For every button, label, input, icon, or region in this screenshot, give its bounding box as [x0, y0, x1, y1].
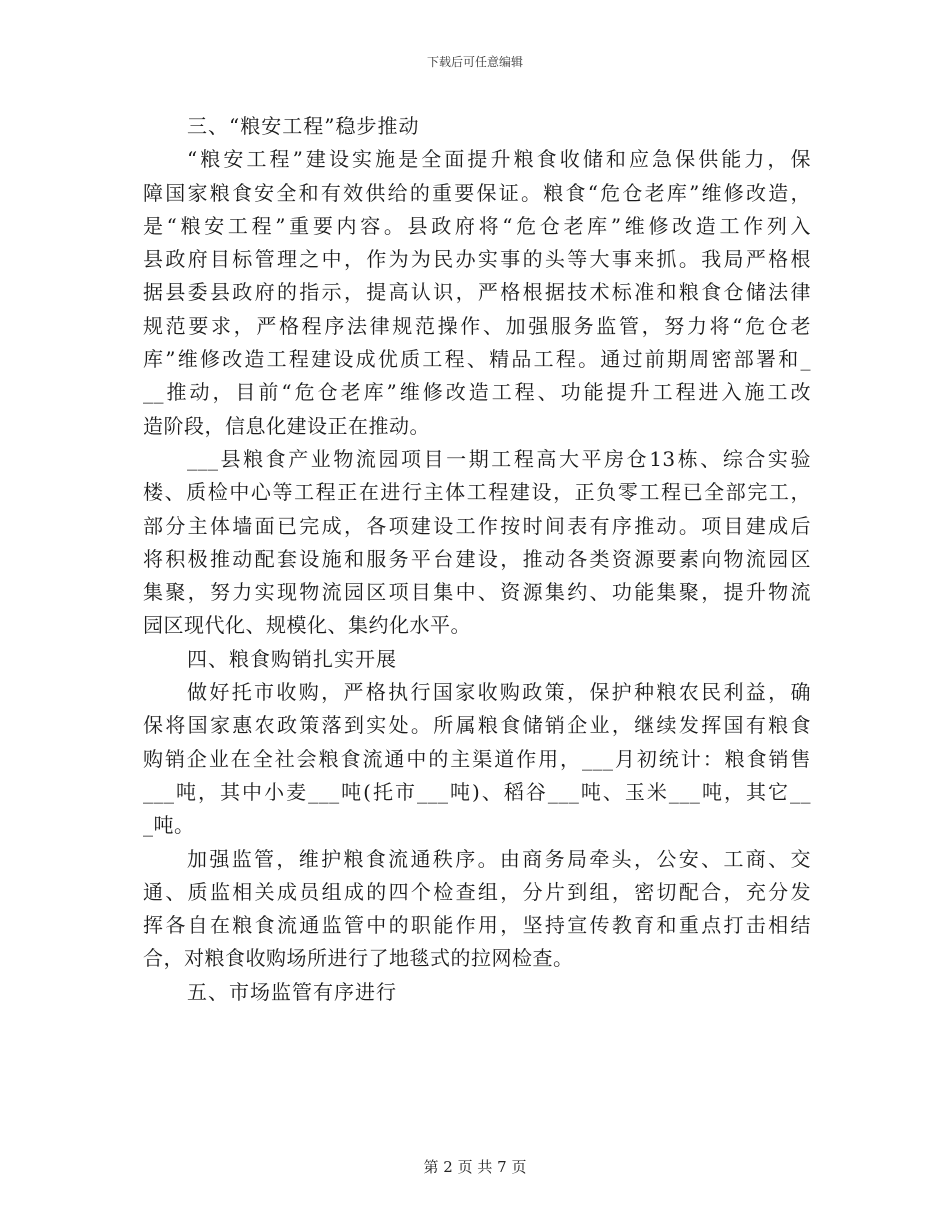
text-line: 据县委县政府的指示，提高认识，严格根据技术标准和粮食仓储法律	[143, 280, 811, 305]
text-line: 加强监管，维护粮食流通秩序。由商务局牵头，公安、工商、交	[187, 846, 811, 871]
document-body	[143, 110, 811, 1009]
paragraph	[143, 143, 811, 443]
text-line: 部分主体墙面已完成，各项建设工作按时间表有序推动。项目建成后	[143, 513, 811, 538]
text-line: 县政府目标管理之中，作为为民办实事的头等大事来抓。我局严格根	[143, 247, 811, 272]
paragraph	[143, 843, 811, 976]
text-line: 购销企业在全社会粮食流通中的主渠道作用，___月初统计：粮食销售	[143, 746, 811, 771]
text-line: 障国家粮食安全和有效供给的重要保证。粮食“危仓老库”维修改造，	[143, 180, 811, 205]
section-heading-3: 三、“粮安工程”稳步推动	[187, 114, 420, 138]
text-line: 是“粮安工程”重要内容。县政府将“危仓老库”维修改造工作列入	[143, 213, 811, 238]
section-heading-4: 四、粮食购销扎实开展	[187, 646, 397, 671]
text-line: 挥各自在粮食流通监管中的职能作用，坚持宣传教育和重点打击相结	[143, 913, 811, 938]
text-line: 保将国家惠农政策落到实处。所属粮食储销企业，继续发挥国有粮食	[143, 713, 811, 738]
text-line: ___县粮食产业物流园项目一期工程高大平房仓13栋、综合实验	[187, 446, 811, 471]
page-number: 第 2 页 共 7 页	[423, 1158, 527, 1176]
section-heading-5: 五、市场监管有序进行	[187, 979, 397, 1004]
text-line: _吨。	[143, 813, 195, 838]
text-line: “粮安工程”建设实施是全面提升粮食收储和应急保供能力，保	[187, 147, 811, 172]
text-line: __推动，目前“危仓老库”维修改造工程、功能提升工程进入施工改	[143, 380, 811, 405]
text-line: ___吨，其中小麦___吨(托市___吨)、稻谷___吨、玉米___吨，其它__	[143, 779, 811, 804]
text-line: 规范要求，严格程序法律规范操作、加强服务监管，努力将“危仓老	[143, 313, 811, 338]
text-line: 合，对粮食收购场所进行了地毯式的拉网检查。	[143, 946, 574, 971]
paragraph	[143, 443, 811, 643]
text-line: 做好托市收购，严格执行国家收购政策，保护种粮农民利益，确	[187, 680, 811, 705]
text-line: 库”维修改造工程建设成优质工程、精品工程。通过前期周密部署和_	[143, 347, 811, 372]
text-line: 集聚，努力实现物流园区项目集中、资源集约、功能集聚，提升物流	[143, 580, 811, 605]
paragraph	[143, 676, 811, 842]
text-line: 园区现代化、规模化、集约化水平。	[143, 613, 471, 638]
text-line: 通、质监相关成员组成的四个检查组，分片到组，密切配合，充分发	[143, 879, 811, 904]
text-line: 楼、质检中心等工程正在进行主体工程建设，正负零工程已全部完工，	[143, 480, 811, 505]
text-line: 将积极推动配套设施和服务平台建设，推动各类资源要素向物流园区	[143, 546, 811, 571]
page-header-note: 下载后可任意编辑	[426, 55, 523, 69]
text-line: 造阶段，信息化建设正在推动。	[143, 413, 430, 438]
